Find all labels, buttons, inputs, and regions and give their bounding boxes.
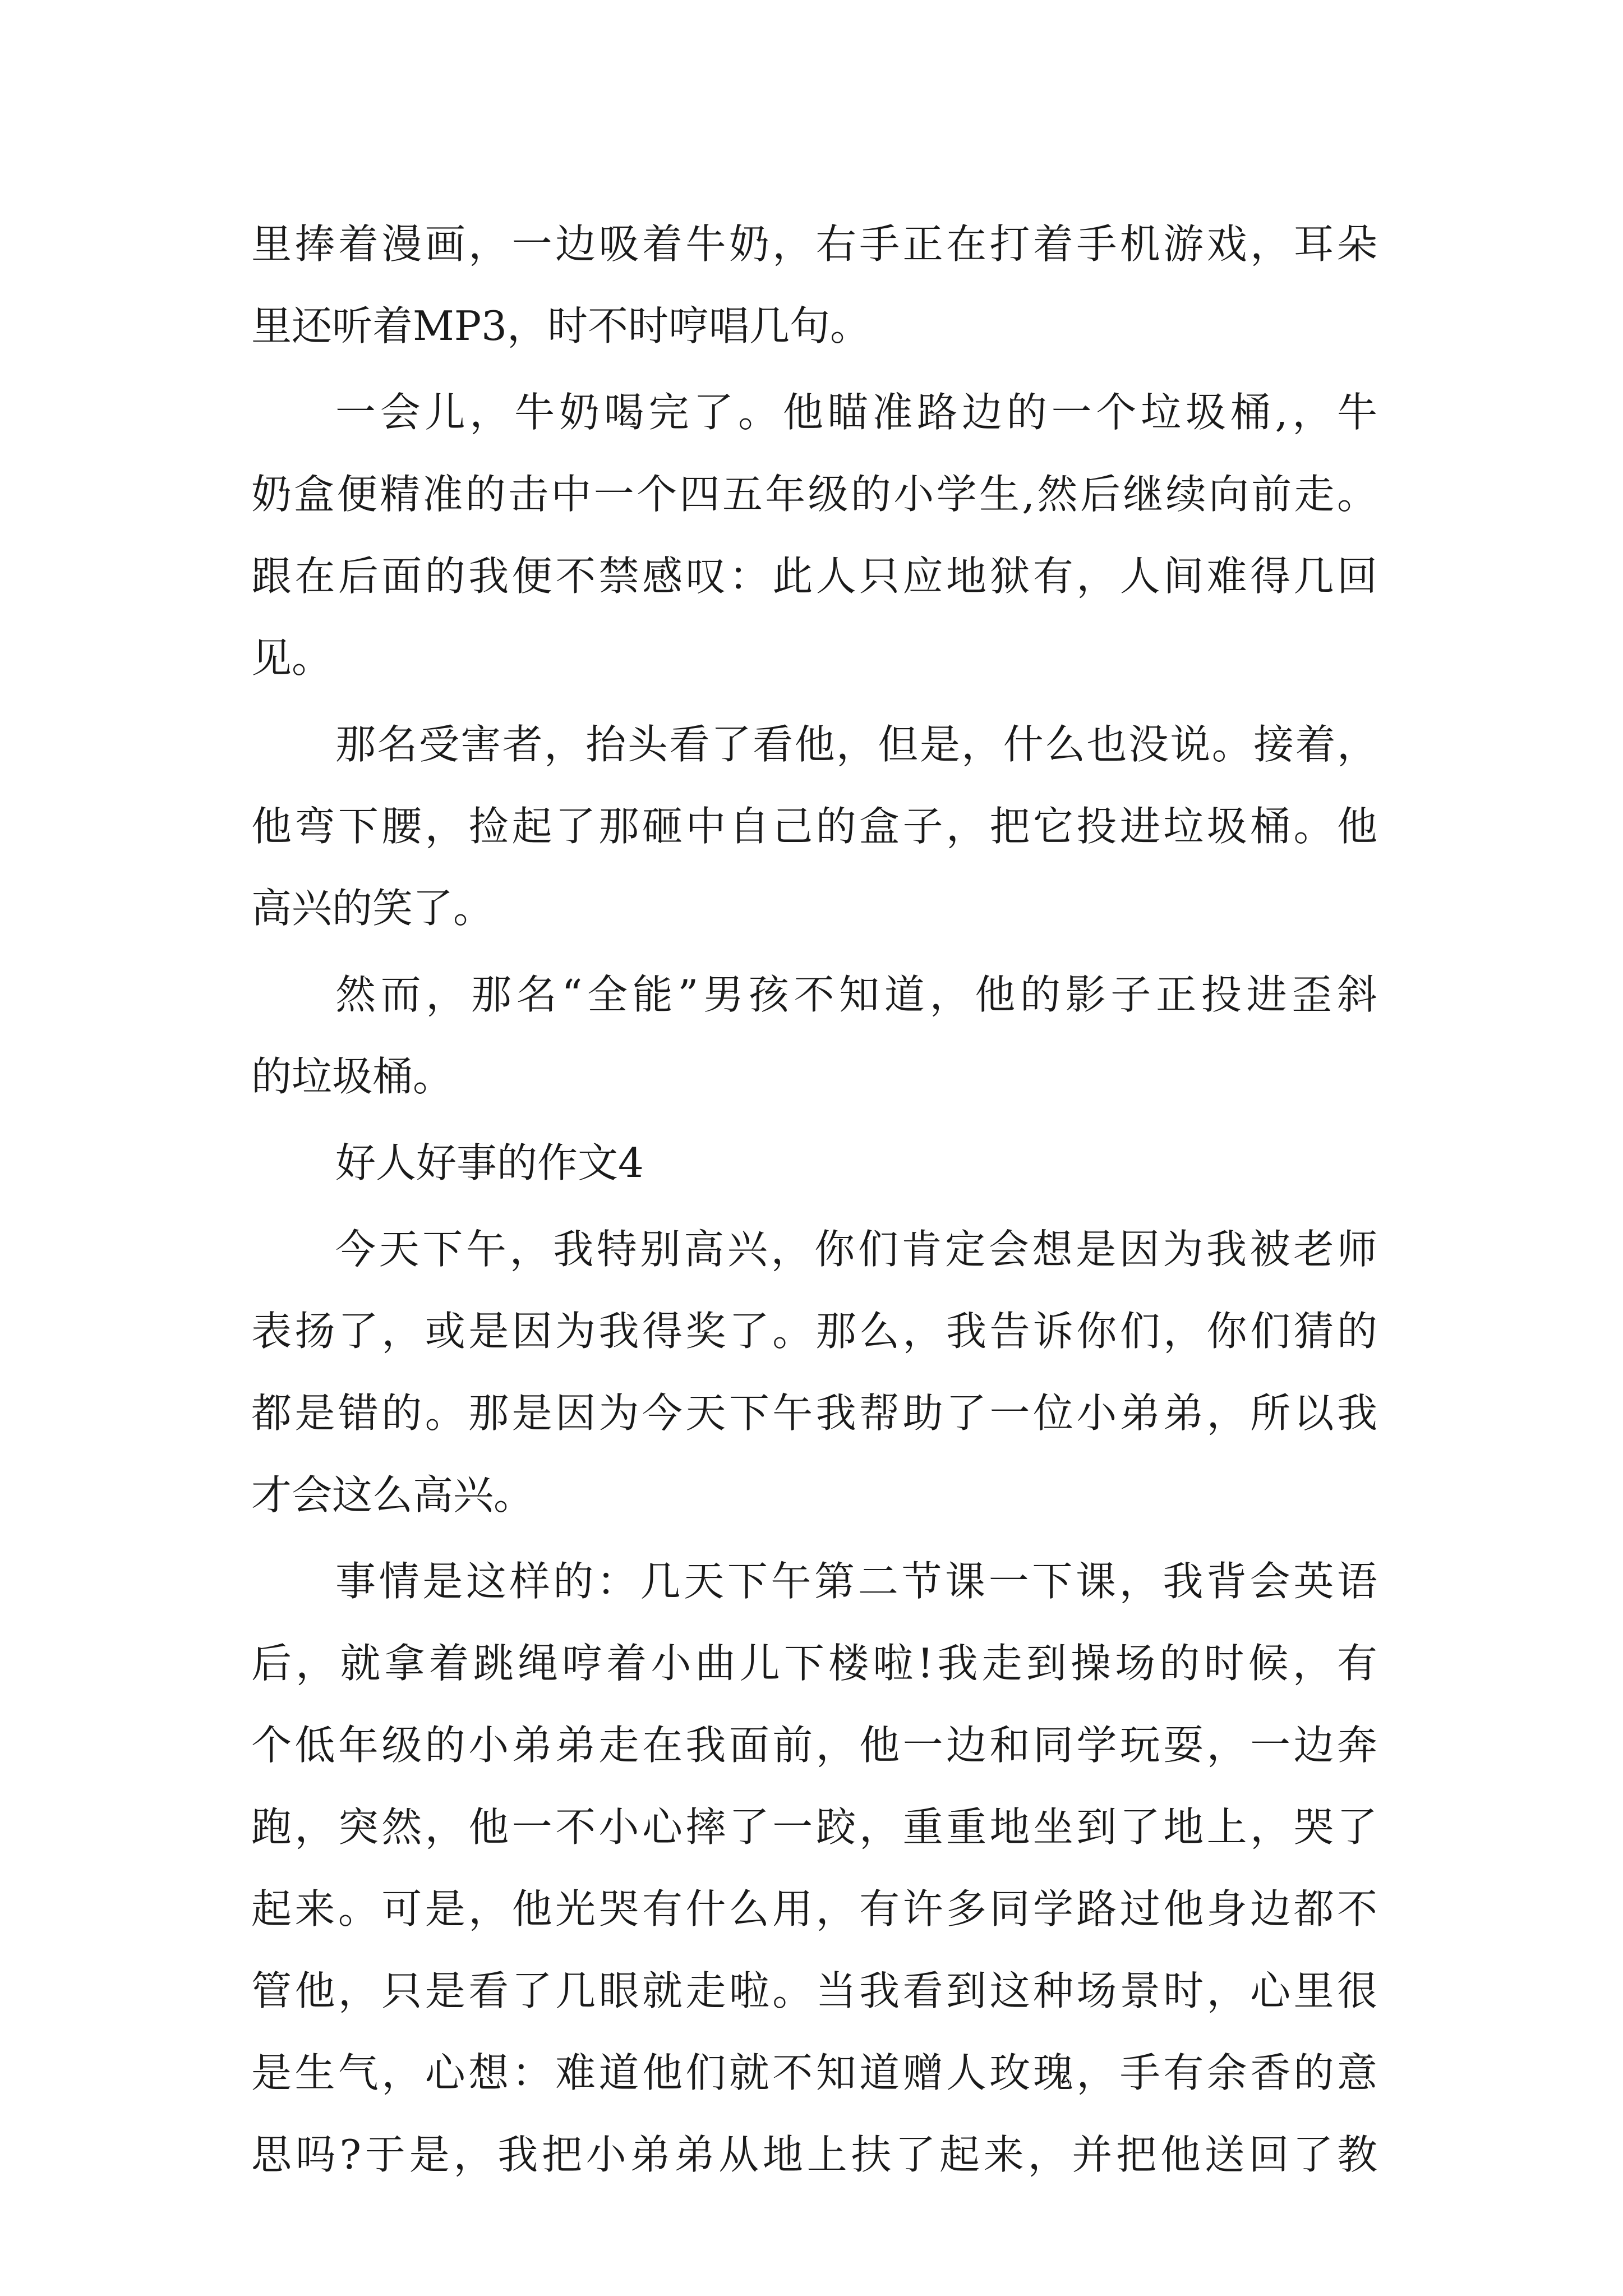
text-line: 个低年级的小弟弟走在我面前，他一边和同学玩耍，一边奔 <box>251 1722 1377 1769</box>
paragraph <box>251 1208 1377 1536</box>
text-line: 的垃圾桶。 <box>251 1053 454 1100</box>
document-body <box>251 203 1377 2196</box>
text-line: 一会儿，牛奶喝完了。他瞄准路边的一个垃圾桶,，牛 <box>335 389 1377 436</box>
paragraph <box>251 371 1377 699</box>
text-line: 见。 <box>251 634 333 682</box>
text-line: 今天下午，我特别高兴，你们肯定会想是因为我被老师 <box>335 1226 1377 1273</box>
paragraph <box>251 954 1377 1117</box>
paragraph <box>251 1540 1377 2196</box>
section-heading <box>251 1122 1377 1204</box>
text-line: 那名受害者，抬头看了看他，但是，什么也没说。接着， <box>335 721 1377 768</box>
text-line: 思吗?于是，我把小弟弟从地上扶了起来，并把他送回了教 <box>251 2131 1377 2178</box>
text-line: 跑，突然，他一不小心摔了一跤，重重地坐到了地上，哭了 <box>251 1803 1377 1851</box>
text-line: 表扬了，或是因为我得奖了。那么，我告诉你们，你们猜的 <box>251 1308 1377 1355</box>
text-line: 里捧着漫画，一边吸着牛奶，右手正在打着手机游戏，耳朵 <box>251 220 1377 268</box>
text-line: 起来。可是，他光哭有什么用，有许多同学路过他身边都不 <box>251 1885 1377 1932</box>
heading-text: 好人好事的作文4 <box>335 1139 644 1186</box>
text-line: 他弯下腰，捡起了那砸中自己的盒子，把它投进垃圾桶。他 <box>251 803 1377 850</box>
text-line: 跟在后面的我便不禁感叹：此人只应地狱有，人间难得几回 <box>251 553 1377 600</box>
paragraph <box>251 703 1377 949</box>
text-line: 奶盒便精准的击中一个四五年级的小学生,然后继续向前走。 <box>251 471 1377 518</box>
text-line: 高兴的笑了。 <box>251 885 494 932</box>
text-line: 都是错的。那是因为今天下午我帮助了一位小弟弟，所以我 <box>251 1389 1377 1437</box>
text-line: 然而，那名“全能”男孩不知道，他的影子正投进歪斜 <box>335 971 1377 1018</box>
text-line: 管他，只是看了几眼就走啦。当我看到这种场景时，心里很 <box>251 1967 1377 2014</box>
text-line: 里还听着MP3，时不时哼唱几句。 <box>251 302 870 349</box>
text-line: 事情是这样的：几天下午第二节课一下课，我背会英语 <box>335 1558 1377 1605</box>
text-line: 才会这么高兴。 <box>251 1471 534 1519</box>
paragraph <box>251 203 1377 367</box>
text-line: 是生气，心想：难道他们就不知道赠人玫瑰，手有余香的意 <box>251 2049 1377 2096</box>
text-line: 后，就拿着跳绳哼着小曲儿下楼啦!我走到操场的时候，有 <box>251 1640 1377 1687</box>
